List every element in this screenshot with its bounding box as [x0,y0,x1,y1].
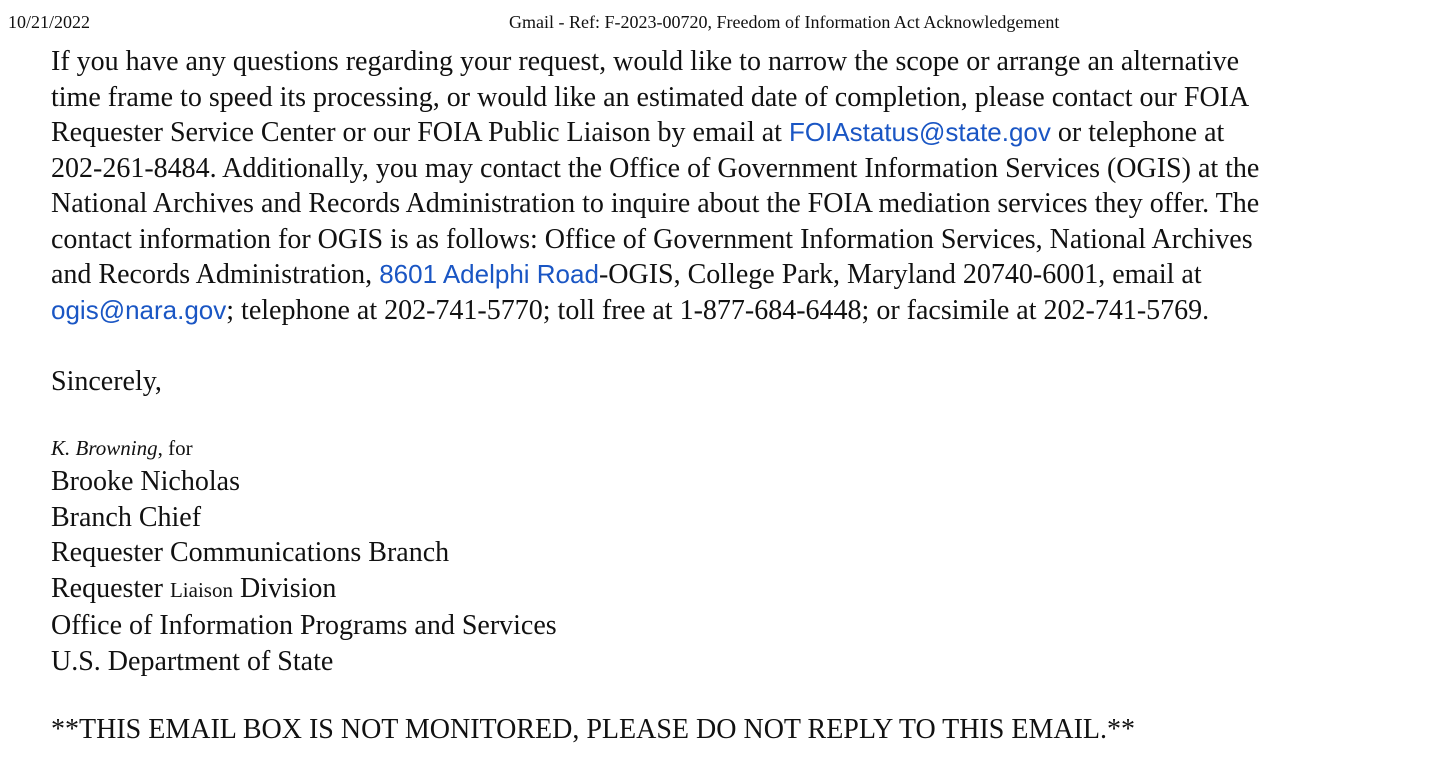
division-prefix: Requester [51,572,170,604]
foia-status-email-link[interactable]: FOIAstatus@state.gov [788,117,1051,147]
body-line-7-text: and Records Administration, [51,259,380,290]
body-line-7-tail: -OGIS, College Park, Maryland 20740-6001, email at [598,259,1202,290]
division-liaison: Liaison [169,577,233,602]
signature-block [51,464,557,679]
body-line-8 [51,293,1443,329]
address-link[interactable]: 8601 Adelphi Road [379,259,599,289]
body-line-7 [51,257,1443,293]
body-line-1: If you have any questions regarding your request, would like to narrow the scope or arrange an alternative [51,46,1240,77]
signature-title: Branch Chief [51,501,202,533]
print-header [0,10,1456,34]
body-line-6: contact information for OGIS is as follows: Office of Government Information Services, National Archives [51,223,1253,255]
email-body [51,44,1443,328]
signer-name: K. Browning [51,436,158,460]
ogis-email-link[interactable]: ogis@nara.gov [51,294,227,325]
signer-suffix: , for [157,436,193,460]
body-line-8-tail: ; telephone at 202-741-5770; toll free at 1-877-684-6448; or facsimile at 202-741-5769. [226,294,1210,326]
signature-division [51,571,557,609]
body-line-3-tail: or telephone at [1050,117,1225,148]
print-date: 10/21/2022 [8,12,91,32]
division-suffix: Division [232,572,337,604]
print-title: Gmail - Ref: F-2023-00720, Freedom of Information Act Acknowledgement [509,12,1060,32]
do-not-reply-notice: **THIS EMAIL BOX IS NOT MONITORED, PLEASE DO NOT REPLY TO THIS EMAIL.** [51,714,1136,745]
body-line-5: National Archives and Records Administration to inquire about the FOIA mediation services they offer. The [51,188,1260,219]
body-line-4: 202-261-8484. Additionally, you may contact the Office of Government Information Services (OGIS) at the [51,152,1260,184]
signature-branch: Requester Communications Branch [51,537,450,568]
body-line-3-text: Requester Service Center or our FOIA Public Liaison by email at [51,117,789,148]
signature-office: Office of Information Programs and Services [51,610,557,641]
body-line-2: time frame to speed its processing, or would like an estimated date of completion, please contact our FOIA [51,81,1250,113]
signer-line [51,433,193,463]
closing: Sincerely, [51,366,162,397]
signature-name: Brooke Nicholas [51,466,240,497]
body-line-3 [51,115,1443,151]
signature-department: U.S. Department of State [51,645,334,677]
